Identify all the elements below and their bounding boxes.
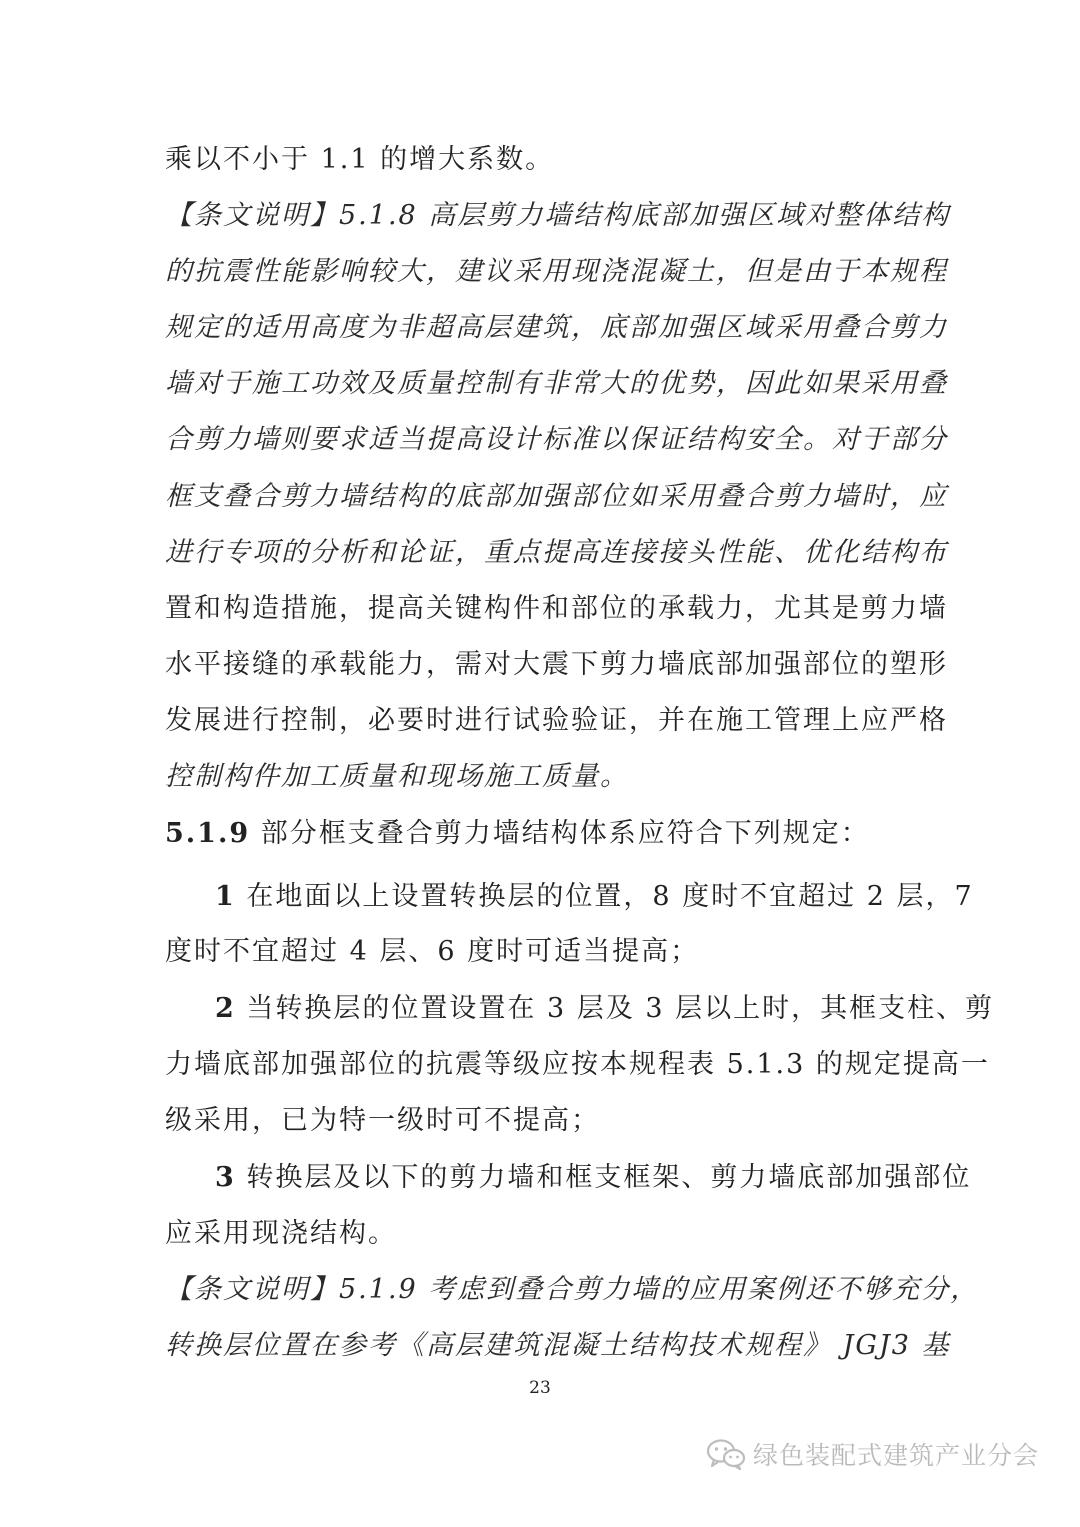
item-number: 1 [215,881,236,912]
clause-note-line: 【条文说明】5.1.8 高层剪力墙结构底部加强区域对整体结构 [165,200,951,231]
clause-note-line: 的抗震性能影响较大，建议采用现浇混凝土，但是由于本规程 [165,256,948,287]
item-continuation: 度时不宜超过 4 层、6 度时可适当提高； [165,936,700,967]
list-item [215,992,995,1026]
clause-note-line: 控制构件加工质量和现场施工质量。 [165,761,629,792]
item-continuation: 应采用现浇结构。 [165,1218,397,1249]
clause-note-line: 进行专项的分析和论证，重点提高连接接头性能、优化结构布 [165,537,948,568]
clause-note-line: 水平接缝的承载能力，需对大震下剪力墙底部加强部位的塑形 [165,649,948,680]
watermark-text: 绿色装配式建筑产业分会 [753,1441,1040,1470]
item-text: 在地面以上设置转换层的位置，8 度时不宜超过 2 层，7 [246,881,974,912]
clause-note-line: 发展进行控制，必要时进行试验验证，并在施工管理上应严格 [165,705,948,736]
item-number: 2 [215,993,236,1024]
item-text: 转换层及以下的剪力墙和框支框架、剪力墙底部加强部位 [246,1162,972,1193]
clause-note-line: 合剪力墙则要求适当提高设计标准以保证结构安全。对于部分 [165,424,948,455]
page-number: 23 [529,1378,551,1398]
clause-note-line: 转换层位置在参考《高层建筑混凝土结构技术规程》 JGJ3 基 [165,1330,951,1361]
item-continuation: 级采用，已为特一级时可不提高； [165,1105,600,1136]
clause-note-line: 墙对于施工功效及质量控制有非常大的优势，因此如果采用叠 [165,368,948,399]
clause-text: 部分框支叠合剪力墙结构体系应符合下列规定： [260,818,870,849]
list-item [215,1161,972,1195]
item-number: 3 [215,1162,236,1193]
clause-note-line: 规定的适用高度为非超高层建筑，底部加强区域采用叠合剪力 [165,312,948,343]
clause-heading [165,817,895,851]
watermark [705,1432,1055,1476]
clause-number: 5.1.9 [165,818,251,849]
wechat-icon [705,1437,747,1471]
clause-note-line: 框支叠合剪力墙结构的底部加强部位如采用叠合剪力墙时，应 [165,481,948,512]
clause-note-line: 【条文说明】5.1.9 考虑到叠合剪力墙的应用案例还不够充分， [165,1274,980,1305]
clause-note-line: 置和构造措施，提高关键构件和部位的承载力，尤其是剪力墙 [165,593,948,624]
item-continuation: 力墙底部加强部位的抗震等级应按本规程表 5.1.3 的规定提高一 [165,1049,990,1080]
text-line: 乘以不小于 1.1 的增大系数。 [165,144,555,175]
item-text: 当转换层的位置设置在 3 层及 3 层以上时，其框支柱、剪 [246,993,995,1024]
list-item [215,880,974,914]
